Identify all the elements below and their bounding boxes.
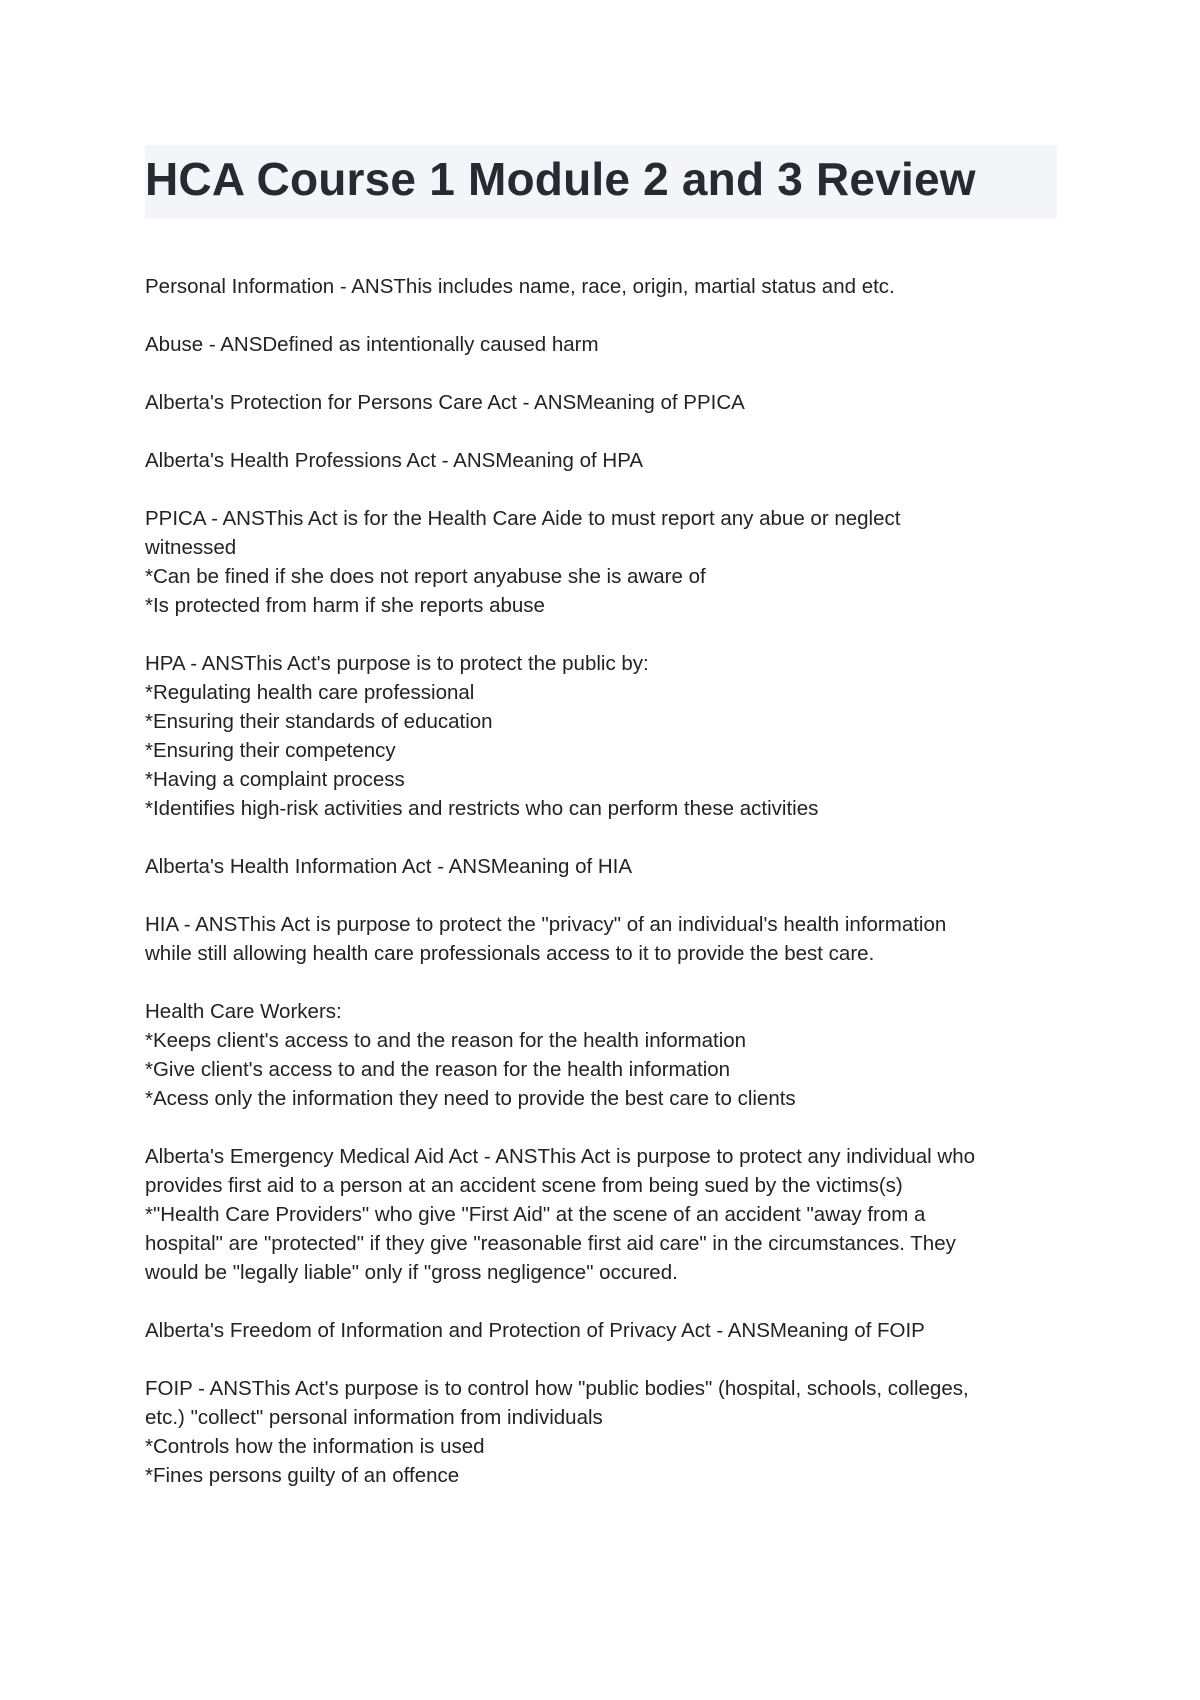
entry-detail-line: *Keeps client's access to and the reason for the health information: [145, 1029, 747, 1052]
entry-term-line: Alberta's Health Professions Act - ANSMeaning of HPA: [145, 449, 644, 472]
entry-detail-line: *Identifies high-risk activities and restricts who can perform these activities: [145, 797, 819, 820]
entry-detail-line: *Acess only the information they need to provide the best care to clients: [145, 1087, 796, 1110]
entry-detail-line: *Ensuring their competency: [145, 739, 396, 762]
entry-term-line: Personal Information - ANSThis includes name, race, origin, martial status and etc.: [145, 275, 895, 298]
entry-detail-line: *Having a complaint process: [145, 768, 405, 791]
entry-detail-line: *Fines persons guilty of an offence: [145, 1464, 460, 1487]
entry-detail-line: *"Health Care Providers" who give "First Aid" at the scene of an accident "away from a: [145, 1203, 926, 1226]
entry-detail-line: etc.) "collect" personal information from individuals: [145, 1406, 603, 1429]
entry-detail-line: *Can be fined if she does not report anyabuse she is aware of: [145, 565, 706, 588]
entry-detail-line: hospital" are "protected" if they give "reasonable first aid care" in the circumstances. They: [145, 1232, 956, 1255]
entry-detail-line: provides first aid to a person at an accident scene from being sued by the victims(s): [145, 1174, 903, 1197]
entry-term-line: HPA - ANSThis Act's purpose is to protect the public by:: [145, 652, 649, 675]
qa-entry: [145, 1316, 1057, 1345]
entry-term-line: Abuse - ANSDefined as intentionally caused harm: [145, 333, 599, 356]
qa-entry: [145, 852, 1057, 881]
entry-detail-line: *Regulating health care professional: [145, 681, 475, 704]
qa-entry: [145, 910, 1057, 968]
entry-term-line: HIA - ANSThis Act is purpose to protect the "privacy" of an individual's health information: [145, 913, 947, 936]
entry-detail-line: *Controls how the information is used: [145, 1435, 485, 1458]
qa-entry: [145, 1374, 1057, 1490]
entry-detail-line: would be "legally liable" only if "gross negligence" occured.: [145, 1261, 678, 1284]
document-body: [145, 272, 1057, 1519]
entry-detail-line: witnessed: [145, 536, 237, 559]
entry-term-line: Alberta's Emergency Medical Aid Act - ANSThis Act is purpose to protect any individual who: [145, 1145, 976, 1168]
qa-entry: [145, 1142, 1057, 1287]
entry-term-line: Alberta's Protection for Persons Care Act - ANSMeaning of PPICA: [145, 391, 745, 414]
qa-entry: [145, 504, 1057, 620]
entry-term-line: PPICA - ANSThis Act is for the Health Care Aide to must report any abue or neglect: [145, 507, 901, 530]
qa-entry: [145, 388, 1057, 417]
entry-term-line: FOIP - ANSThis Act's purpose is to control how "public bodies" (hospital, schools, colleges,: [145, 1377, 969, 1400]
qa-entry: [145, 272, 1057, 301]
qa-entry: [145, 997, 1057, 1113]
qa-entry: [145, 330, 1057, 359]
entry-detail-line: *Ensuring their standards of education: [145, 710, 493, 733]
entry-detail-line: *Give client's access to and the reason for the health information: [145, 1058, 731, 1081]
page-title: HCA Course 1 Module 2 and 3 Review: [145, 153, 976, 205]
entry-detail-line: while still allowing health care professionals access to it to provide the best care.: [145, 942, 875, 965]
qa-entry: [145, 649, 1057, 823]
qa-entry: [145, 446, 1057, 475]
entry-term-line: Health Care Workers:: [145, 1000, 342, 1023]
entry-term-line: Alberta's Health Information Act - ANSMeaning of HIA: [145, 855, 633, 878]
entry-detail-line: *Is protected from harm if she reports abuse: [145, 594, 545, 617]
entry-term-line: Alberta's Freedom of Information and Protection of Privacy Act - ANSMeaning of FOIP: [145, 1319, 925, 1342]
